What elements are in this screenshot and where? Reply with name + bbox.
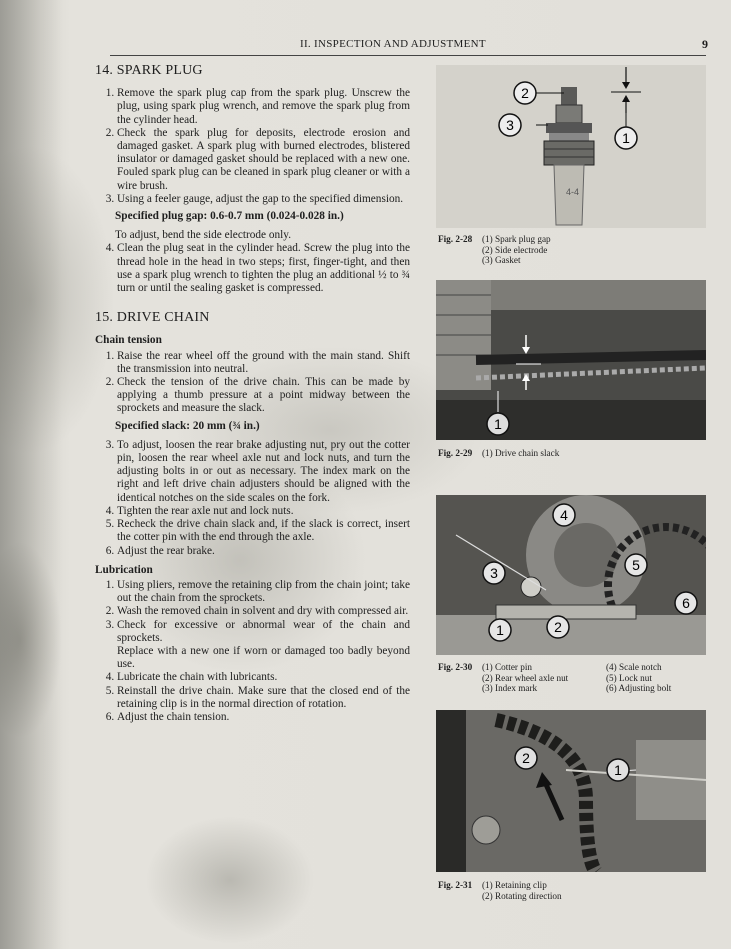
svg-text:1: 1 — [494, 416, 502, 432]
adjust-note: To adjust, bend the side electrode only. — [115, 229, 292, 242]
callout-2 — [514, 82, 536, 104]
list-item: 1. Remove the spark plug cap from the spark plug. Unscrew the plug, using spark plug wrench, and remove the spark plug from the cylinder head. — [117, 87, 410, 127]
subsection-chain-tension: Chain tension — [95, 334, 162, 347]
chain-slack-spec: Specified slack: 20 mm (¾ in.) — [115, 419, 260, 432]
callout-1 — [487, 413, 509, 435]
header-rule — [110, 55, 706, 56]
replace-note: Replace with a new one if worn or damaged too badly beyond use. — [117, 644, 410, 671]
spark-plug-steps-cont — [95, 242, 410, 295]
figure-chain-adjuster — [436, 495, 706, 655]
subsection-lubrication: Lubrication — [95, 563, 153, 576]
svg-text:5: 5 — [632, 557, 640, 573]
callout-3 — [483, 562, 505, 584]
spark-plug-illustration — [436, 65, 706, 228]
figure-spark-plug — [436, 65, 706, 228]
section-title-spark-plug: 14. SPARK PLUG — [95, 63, 203, 78]
spark-plug-steps — [95, 87, 410, 206]
plug-gap-spec: Specified plug gap: 0.6-0.7 mm (0.024-0.028 in.) — [115, 210, 344, 223]
text-column — [95, 60, 410, 724]
caption-fig-2-29: Fig. 2-29 (1) Drive chain slack — [438, 448, 560, 458]
svg-text:4: 4 — [560, 507, 568, 523]
list-item: 2. Wash the removed chain in solvent and dry with compressed air. — [117, 605, 410, 618]
svg-text:3: 3 — [506, 117, 514, 133]
lubrication-steps — [95, 579, 410, 645]
svg-text:2: 2 — [521, 85, 529, 101]
list-item: 1. Raise the rear wheel off the ground with the main stand. Shift the transmission into neutral. — [117, 350, 410, 376]
running-header: II. INSPECTION AND ADJUSTMENT — [300, 38, 486, 50]
list-item: 4. Clean the plug seat in the cylinder head. Screw the plug into the thread hole in the head in two steps; first, finger-tight, and then use a spark plug wrench to tighten the plug an additional ½ to ¾ turn or until the sealing gasket is compressed. — [117, 242, 410, 295]
svg-text:2: 2 — [522, 750, 530, 766]
svg-text:6: 6 — [682, 595, 690, 611]
svg-text:3: 3 — [490, 565, 498, 581]
callout-3 — [499, 114, 521, 136]
callout-1 — [615, 127, 637, 149]
section-title-drive-chain: 15. DRIVE CHAIN — [95, 310, 210, 326]
plug-insulator-text: 4-4 — [566, 187, 580, 197]
callout-1 — [607, 759, 629, 781]
chain-adjuster-photo — [436, 495, 706, 655]
list-item: 5. Recheck the drive chain slack and, if the slack is correct, insert the cotter pin with the end through the axle. — [117, 518, 410, 544]
list-item: 3. Check for excessive or abnormal wear of the chain and sprockets. — [117, 619, 410, 645]
lubrication-steps-cont — [95, 671, 410, 724]
caption-fig-2-28: Fig. 2-28 (1) Spark plug gap (2) Side electrode (3) Gasket — [438, 234, 551, 265]
callout-2 — [515, 747, 537, 769]
chain-tension-steps — [95, 350, 410, 416]
list-item: 4. Lubricate the chain with lubricants. — [117, 671, 410, 684]
retaining-clip-photo — [436, 710, 706, 872]
callout-2 — [547, 616, 569, 638]
svg-text:1: 1 — [622, 130, 630, 146]
callout-1 — [489, 619, 511, 641]
figure-drive-chain-slack — [436, 280, 706, 440]
svg-text:1: 1 — [614, 762, 622, 778]
figure-retaining-clip — [436, 710, 706, 872]
page-number: 9 — [702, 37, 708, 51]
chain-tension-steps-cont — [95, 439, 410, 558]
callout-4 — [553, 504, 575, 526]
binding-gutter-shadow — [0, 0, 62, 949]
list-item: 3. To adjust, loosen the rear brake adjusting nut, pry out the cotter pin, loosen the rear wheel axle nut and lock nuts, and turn the adjusting bolts in or out as necessary. The index mark on the right and left drive chain adjusters should be aligned with the identical notches on the side scales on the fork. — [117, 439, 410, 505]
callout-6 — [675, 592, 697, 614]
caption-fig-2-30: Fig. 2-30 (1) Cotter pin (4) Scale notch (2) Rear wheel axle nut (5) Lock nut (3) Index mark (6) Adjusting bolt — [438, 662, 672, 693]
callout-5 — [625, 554, 647, 576]
list-item: 2. Check the tension of the drive chain. This can be made by applying a thumb pressure at a point midway between the sprockets and measure the slack. — [117, 376, 410, 416]
svg-text:2: 2 — [554, 619, 562, 635]
list-item: 6. Adjust the chain tension. — [117, 711, 410, 724]
chain-slack-photo — [436, 280, 706, 440]
list-item: 3. Using a feeler gauge, adjust the gap to the specified dimension. — [117, 193, 410, 206]
list-item: 6. Adjust the rear brake. — [117, 545, 410, 558]
svg-text:1: 1 — [496, 622, 504, 638]
list-item: 4. Tighten the rear axle nut and lock nuts. — [117, 505, 410, 518]
caption-fig-2-31: Fig. 2-31 (1) Retaining clip (2) Rotating direction — [438, 880, 562, 901]
list-item: 5. Reinstall the drive chain. Make sure that the closed end of the retaining clip is in the normal direction of rotation. — [117, 685, 410, 711]
list-item: 2. Check the spark plug for deposits, electrode erosion and damaged gasket. A spark plug with burned electrodes, blistered insulator or damaged gasket should be replaced with a new one. Fouled spark plug can be cleaned in spark plug cleaner or with a wire brush. — [117, 127, 410, 193]
list-item: 1. Using pliers, remove the retaining clip from the chain joint; take out the chain from the sprockets. — [117, 579, 410, 605]
